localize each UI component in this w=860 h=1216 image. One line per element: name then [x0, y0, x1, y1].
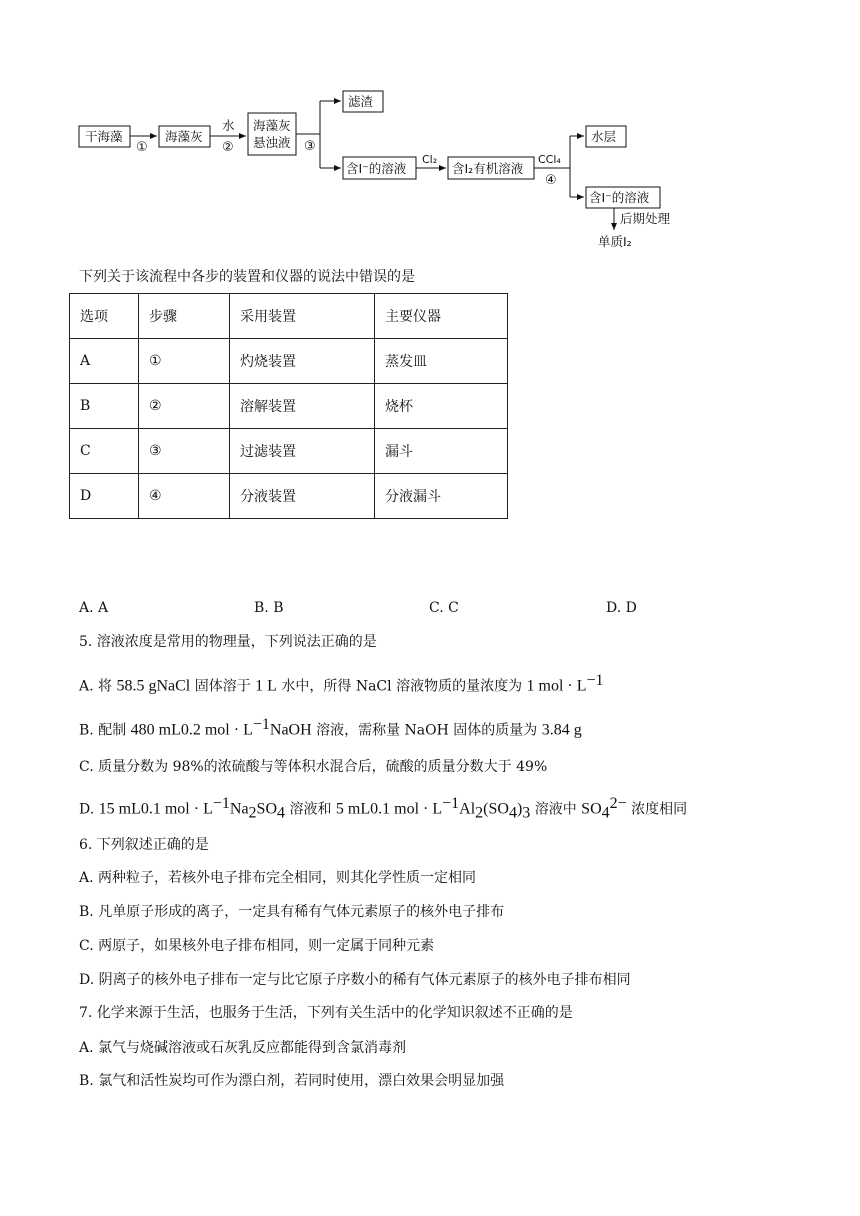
text-run: 溶液，需称量 NaOH 固体的质量为	[311, 722, 542, 739]
subscript: 4	[508, 804, 517, 822]
label-iodide-solution-2: 含I⁻的溶液	[589, 190, 650, 205]
q7-option-a: A. 氯气与烧碱溶液或石灰乳反应都能得到含氯消毒剂	[79, 1040, 407, 1056]
subscript: 3	[522, 804, 531, 822]
header-cell: 主要仪器	[375, 294, 508, 339]
subscript: 4	[601, 804, 610, 822]
superscript: 2−	[609, 795, 627, 812]
formula: 480 mL0.2 mol · L	[130, 721, 253, 739]
options-table	[69, 293, 508, 519]
header-cell: 选项	[70, 294, 139, 339]
table-cell: 蒸发皿	[375, 339, 508, 384]
table-cell: B	[70, 384, 139, 429]
label-iodide-solution: 含I⁻的溶液	[346, 161, 407, 176]
product-label: 单质I₂	[598, 234, 632, 249]
step4-label: ④	[545, 173, 557, 188]
choice-a: A. A	[79, 600, 109, 616]
choice-d: D. D	[606, 600, 637, 616]
q5-option-c: C. 质量分数为 98%的浓硫酸与等体积水混合后，硫酸的质量分数大于 49%	[79, 759, 548, 775]
q6-option-b: B. 凡单原子形成的离子，一定具有稀有气体元素原子的核外电子排布	[79, 904, 505, 920]
text-run: A. 将	[79, 678, 117, 695]
table-row	[70, 429, 508, 474]
text-run: 水中，所得 NaCl 溶液物质的量浓度为	[276, 678, 527, 695]
table-row	[70, 384, 508, 429]
q6-option-d: D. 阴离子的核外电子排布一定与比它原子序数小的稀有气体元素原子的核外电子排布相同	[79, 972, 631, 988]
text-run: 浓度相同	[626, 801, 688, 818]
q5-option-d	[79, 795, 687, 822]
superscript: −1	[212, 795, 230, 812]
formula: NaOH	[269, 721, 312, 739]
table-cell: ①	[139, 339, 230, 384]
label-water-layer: 水层	[591, 129, 617, 144]
formula: 1 L	[255, 677, 277, 695]
formula: 3.84 g	[541, 721, 582, 739]
q5-stem: 5. 溶液浓度是常用的物理量，下列说法正确的是	[79, 634, 377, 650]
table-row	[70, 339, 508, 384]
table-cell: 漏斗	[375, 429, 508, 474]
formula: SO	[256, 800, 277, 818]
formula: 15 mL0.1 mol · L	[98, 800, 213, 818]
formula: (SO	[483, 800, 509, 818]
table-cell: 分液漏斗	[375, 474, 508, 519]
table-row	[70, 474, 508, 519]
text-run: 溶液中	[530, 801, 582, 818]
formula: )	[516, 800, 523, 818]
table-cell: C	[70, 429, 139, 474]
subscript: 2	[248, 804, 257, 822]
label-dry-seaweed: 干海藻	[85, 129, 123, 144]
q5-option-a	[79, 672, 604, 696]
text-run: D.	[79, 801, 99, 818]
superscript: −1	[442, 795, 460, 812]
superscript: −1	[252, 716, 270, 733]
table-cell: ②	[139, 384, 230, 429]
table-cell: D	[70, 474, 139, 519]
choice-c: C. C	[429, 600, 459, 616]
formula: 1 mol · L	[526, 677, 587, 695]
q6-stem: 6. 下列叙述正确的是	[79, 837, 209, 853]
step1-label: ①	[136, 140, 148, 155]
text-run: 溶液和	[285, 801, 336, 818]
table-cell: 灼烧装置	[230, 339, 375, 384]
formula: 58.5 gNaCl	[116, 677, 191, 695]
formula: Al	[459, 800, 476, 818]
q5-option-b	[79, 716, 582, 740]
header-cell: 步骤	[139, 294, 230, 339]
label-seaweed-ash: 海藻灰	[165, 129, 203, 144]
question-intro: 下列关于该流程中各步的装置和仪器的说法中错误的是	[79, 269, 415, 285]
post-treatment-label: 后期处理	[620, 211, 671, 226]
label-suspension-1: 海藻灰	[253, 118, 291, 133]
table-header-row	[70, 294, 508, 339]
label-i2-organic: 含I₂有机溶液	[452, 161, 524, 176]
subscript: 4	[277, 804, 285, 822]
water-label: 水	[222, 118, 235, 133]
step3-label: ③	[304, 139, 316, 154]
process-flowchart	[0, 0, 860, 260]
table-cell: 溶解装置	[230, 384, 375, 429]
table-cell: ④	[139, 474, 230, 519]
formula: Na	[229, 800, 249, 818]
q7-option-b: B. 氯气和活性炭均可作为漂白剂，若同时使用，漂白效果会明显加强	[79, 1073, 505, 1089]
choice-b: B. B	[254, 600, 284, 616]
q7-stem: 7. 化学来源于生活，也服务于生活，下列有关生活中的化学知识叙述不正确的是	[79, 1005, 573, 1021]
table-cell: 分液装置	[230, 474, 375, 519]
subscript: 2	[475, 804, 484, 822]
label-suspension-2: 悬浊液	[253, 135, 291, 150]
table-cell: A	[70, 339, 139, 384]
superscript: −1	[586, 672, 604, 689]
formula: 5 mL0.1 mol · L	[335, 800, 443, 818]
label-residue: 滤渣	[348, 94, 374, 109]
ccl4-label: CCl₄	[538, 153, 561, 166]
text-run: 固体溶于	[190, 678, 256, 695]
cl2-label: Cl₂	[422, 153, 438, 166]
table-cell: ③	[139, 429, 230, 474]
table-cell: 过滤装置	[230, 429, 375, 474]
q6-option-a: A. 两种粒子，若核外电子排布完全相同，则其化学性质一定相同	[79, 870, 477, 886]
step2-label: ②	[222, 140, 234, 155]
text-run: B. 配制	[79, 722, 131, 739]
table-cell: 烧杯	[375, 384, 508, 429]
formula: SO	[581, 800, 602, 818]
q6-option-c: C. 两原子，如果核外电子排布相同，则一定属于同种元素	[79, 938, 435, 954]
header-cell: 采用装置	[230, 294, 375, 339]
